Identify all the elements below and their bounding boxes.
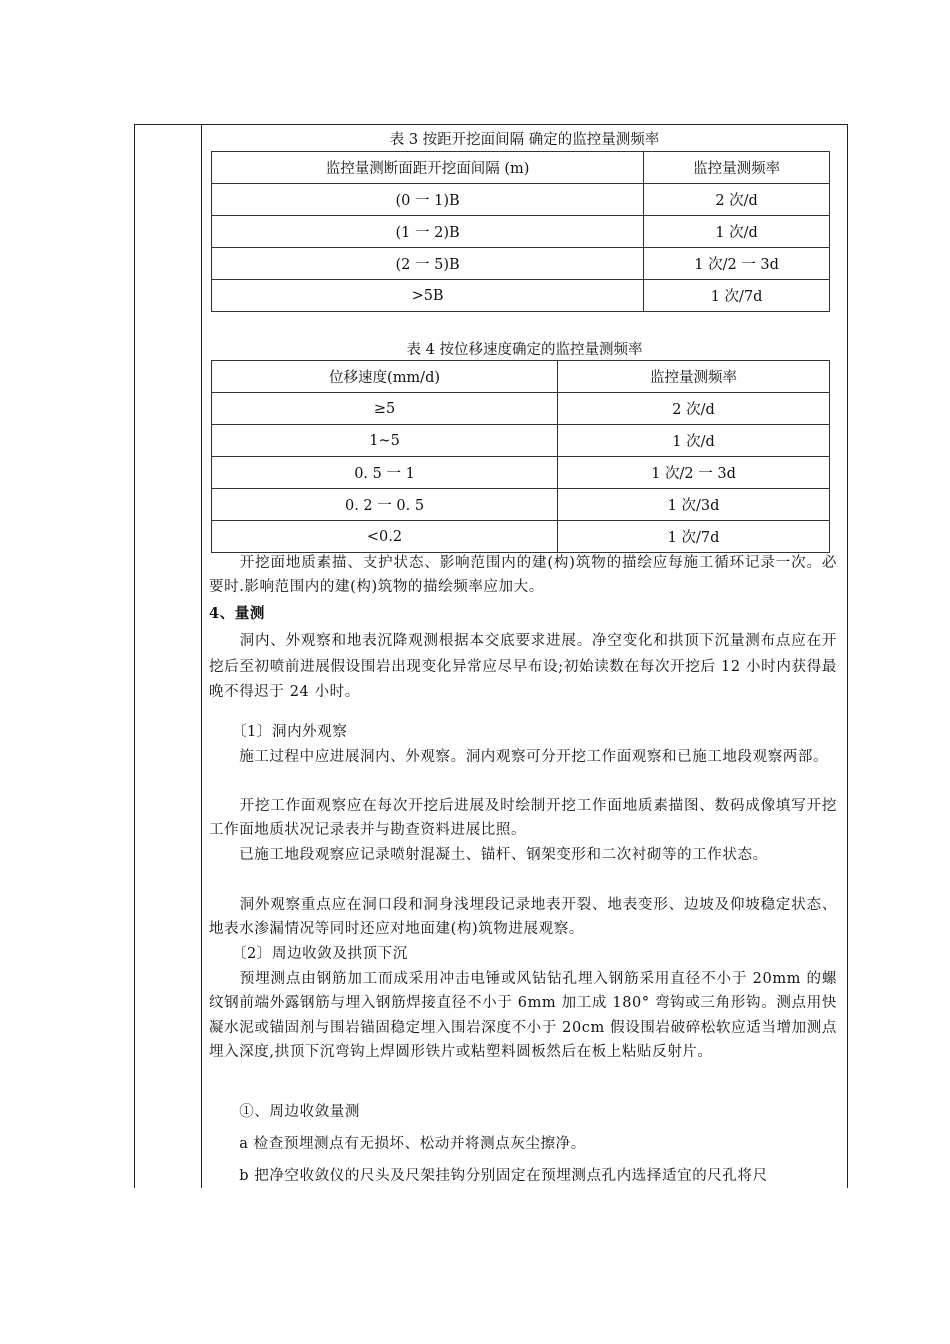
table-row (212, 457, 830, 489)
table-cell: 1 次/2 一 3d (644, 248, 830, 280)
subheading-inner-outer-observation: 〔1〕洞内外观察 (209, 724, 348, 740)
paragraph-completed-section-observation: 已施工地段观察应记录喷射混凝土、锚杆、钢架变形和二次衬砌等的工作状态。 (209, 847, 768, 863)
subheading-convergence-settlement: 〔2〕周边收敛及拱顶下沉 (209, 946, 408, 962)
table-cell: 0. 5 一 1 (212, 457, 558, 489)
table-cell: ≥5 (212, 393, 558, 425)
table-row (212, 184, 830, 216)
paragraph-observation-intro: 洞内、外观察和地表沉降观测根据本交底要求进展。净空变化和拱顶下沉量测布点应在开挖后至初喷前进展假设围岩出现变化异常应尽早布设;初始读数在每次开挖后 12 小时内获得最晚不得迟于 24 小时。 (209, 633, 837, 700)
document-frame (134, 124, 848, 1188)
table3-caption: 表 3 按距开挖面间隔 确定的监控量测频率 (389, 132, 660, 148)
table-cell: 1 次/2 一 3d (558, 457, 830, 489)
paragraph-construction-observation: 施工过程中应进展洞内、外观察。洞内观察可分开挖工作面观察和已施工地段观察两部。 (209, 749, 829, 765)
table-cell: 1 次/7d (644, 280, 830, 312)
table-header-row (212, 152, 830, 184)
table-cell: 1 次/d (644, 216, 830, 248)
table-cell: 0. 2 一 0. 5 (212, 489, 558, 521)
table-cell: (1 一 2)B (212, 216, 644, 248)
table3 (211, 151, 830, 312)
list-item-convergence-measurement: ①、周边收敛量测 (209, 1104, 360, 1120)
table-cell: 1~5 (212, 425, 558, 457)
table-cell: 2 次/d (558, 393, 830, 425)
table-row (212, 216, 830, 248)
table-cell: 1 次/3d (558, 489, 830, 521)
table-cell: (0 一 1)B (212, 184, 644, 216)
table-header-cell: 位移速度(mm/d) (212, 361, 558, 393)
table-cell: 2 次/d (644, 184, 830, 216)
table-cell: 1 次/7d (558, 521, 830, 553)
table-cell: >5B (212, 280, 644, 312)
table-header-cell: 监控量测断面距开挖面间隔 (m) (212, 152, 644, 184)
table-header-cell: 监控量测频率 (558, 361, 830, 393)
table-cell: <0.2 (212, 521, 558, 553)
table-cell: (2 一 5)B (212, 248, 644, 280)
table-row (212, 393, 830, 425)
table4 (211, 360, 830, 553)
section-heading-measurement: 4、量测 (209, 605, 265, 622)
table4-caption: 表 4 按位移速度确定的监控量测频率 (406, 342, 643, 358)
table-row (212, 280, 830, 312)
table-row (212, 425, 830, 457)
paragraph-sketch-frequency: 开挖面地质素描、支护状态、影响范围内的建(构)筑物的描绘应每施工循环记录一次。必要时.影响范围内的建(构)筑物的描绘频率应加大。 (209, 555, 837, 595)
table-row (212, 521, 830, 553)
paragraph-embedded-points: 预埋测点由钢筋加工而成采用冲击电锤或风钻钻孔埋入钢筋采用直径不小于 20mm 的螺纹钢前端外露钢筋与埋入钢筋焊接直径不小于 6mm 加工成 180° 弯钩或三角形钩。测点用快凝水泥或锚固剂与围岩锚固稳定埋入围岩深度不小于 20cm 假设围岩破碎松软应适当增加测点埋入深度,拱顶下沉弯钩上焊圆形铁片或粘塑料圆板然后在板上粘贴反射片。 (209, 971, 837, 1061)
table-cell: 1 次/d (558, 425, 830, 457)
paragraph-outside-observation: 洞外观察重点应在洞口段和洞身浅埋段记录地表开裂、地表变形、边坡及仰坡稳定状态、地表水渗漏情况等同时还应对地面建(构)筑物进展观察。 (209, 897, 837, 937)
list-item-a: a 检查预埋测点有无损坏、松动并将测点灰尘擦净。 (209, 1136, 586, 1152)
left-column-cell (135, 125, 202, 1188)
table-header-row (212, 361, 830, 393)
list-item-b: b 把净空收敛仪的尺头及尺架挂钩分别固定在预埋测点孔内选择适宜的尺孔将尺 (209, 1168, 768, 1184)
table-row (212, 489, 830, 521)
table-header-cell: 监控量测频率 (644, 152, 830, 184)
table-row (212, 248, 830, 280)
paragraph-face-observation: 开挖工作面观察应在每次开挖后进展及时绘制开挖工作面地质素描图、数码成像填写开挖工作面地质状况记录表并与勘查资料进展比照。 (209, 798, 837, 838)
